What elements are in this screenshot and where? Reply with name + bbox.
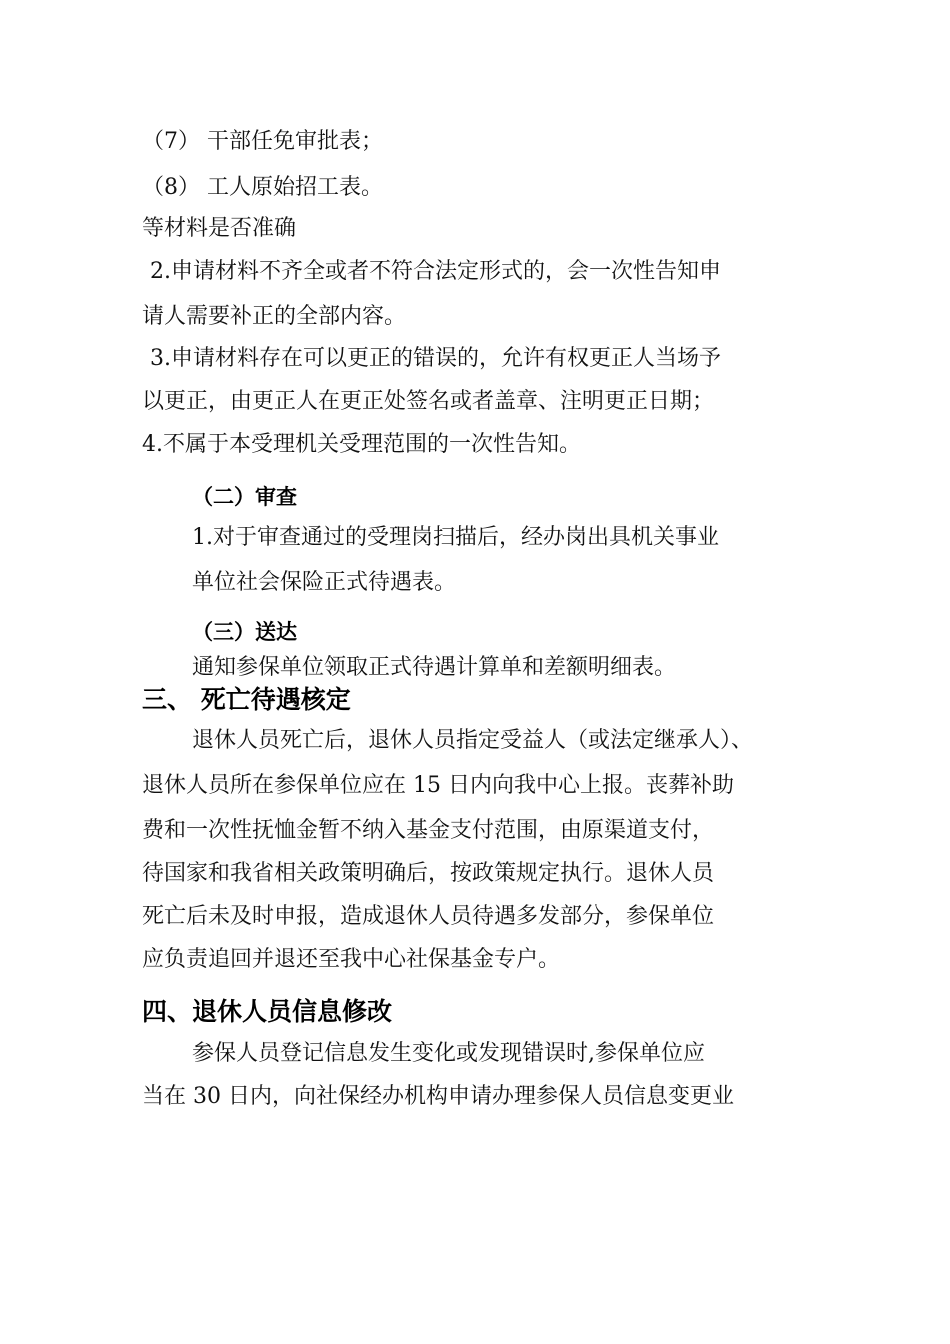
review-heading: （二）审查 bbox=[192, 485, 297, 509]
section-3-line-4: 待国家和我省相关政策明确后，按政策规定执行。退休人员 bbox=[142, 861, 715, 886]
section-4-line-2: 当在 30 日内，向社保经办机构申请办理参保人员信息变更业 bbox=[142, 1084, 734, 1109]
section-3-line-2: 退休人员所在参保单位应在 15 日内向我中心上报。丧葬补助 bbox=[142, 773, 734, 798]
delivery-line-1: 通知参保单位领取正式待遇计算单和差额明细表。 bbox=[192, 655, 677, 680]
acceptance-item-3-line-2: 以更正，由更正人在更正处签名或者盖章、注明更正日期； bbox=[142, 389, 715, 414]
section-3-line-5: 死亡后未及时申报，造成退休人员待遇多发部分，参保单位 bbox=[142, 904, 715, 929]
section-3-heading: 三、 死亡待遇核定 bbox=[142, 685, 351, 714]
section-3-line-3: 费和一次性抚恤金暂不纳入基金支付范围，由原渠道支付， bbox=[142, 818, 715, 843]
section-3-line-6: 应负责追回并退还至我中心社保基金专户。 bbox=[142, 947, 561, 972]
acceptance-item-2-line-1: 2.申请材料不齐全或者不符合法定形式的，会一次性告知申 bbox=[150, 259, 721, 284]
acceptance-item-3-line-1: 3.申请材料存在可以更正的错误的，允许有权更正人当场予 bbox=[150, 346, 721, 371]
section-4-line-1: 参保人员登记信息发生变化或发现错误时,参保单位应 bbox=[192, 1041, 705, 1066]
review-line-2: 单位社会保险正式待遇表。 bbox=[192, 570, 457, 595]
acceptance-item-2-line-2: 请人需要补正的全部内容。 bbox=[142, 304, 407, 329]
delivery-heading: （三）送达 bbox=[192, 620, 297, 644]
list-item-8: （8） 工人原始招工表。 bbox=[142, 175, 383, 200]
review-line-1: 1.对于审查通过的受理岗扫描后，经办岗出具机关事业 bbox=[192, 525, 719, 550]
section-3-line-1: 退休人员死亡后，退休人员指定受益人（或法定继承人）、 bbox=[192, 728, 754, 753]
acceptance-item-4: 4.不属于本受理机关受理范围的一次性告知。 bbox=[142, 432, 581, 457]
section-4-heading: 四、退休人员信息修改 bbox=[142, 997, 393, 1026]
list-item-7: （7） 干部任免审批表； bbox=[142, 129, 383, 154]
list-tail: 等材料是否准确 bbox=[142, 216, 297, 241]
